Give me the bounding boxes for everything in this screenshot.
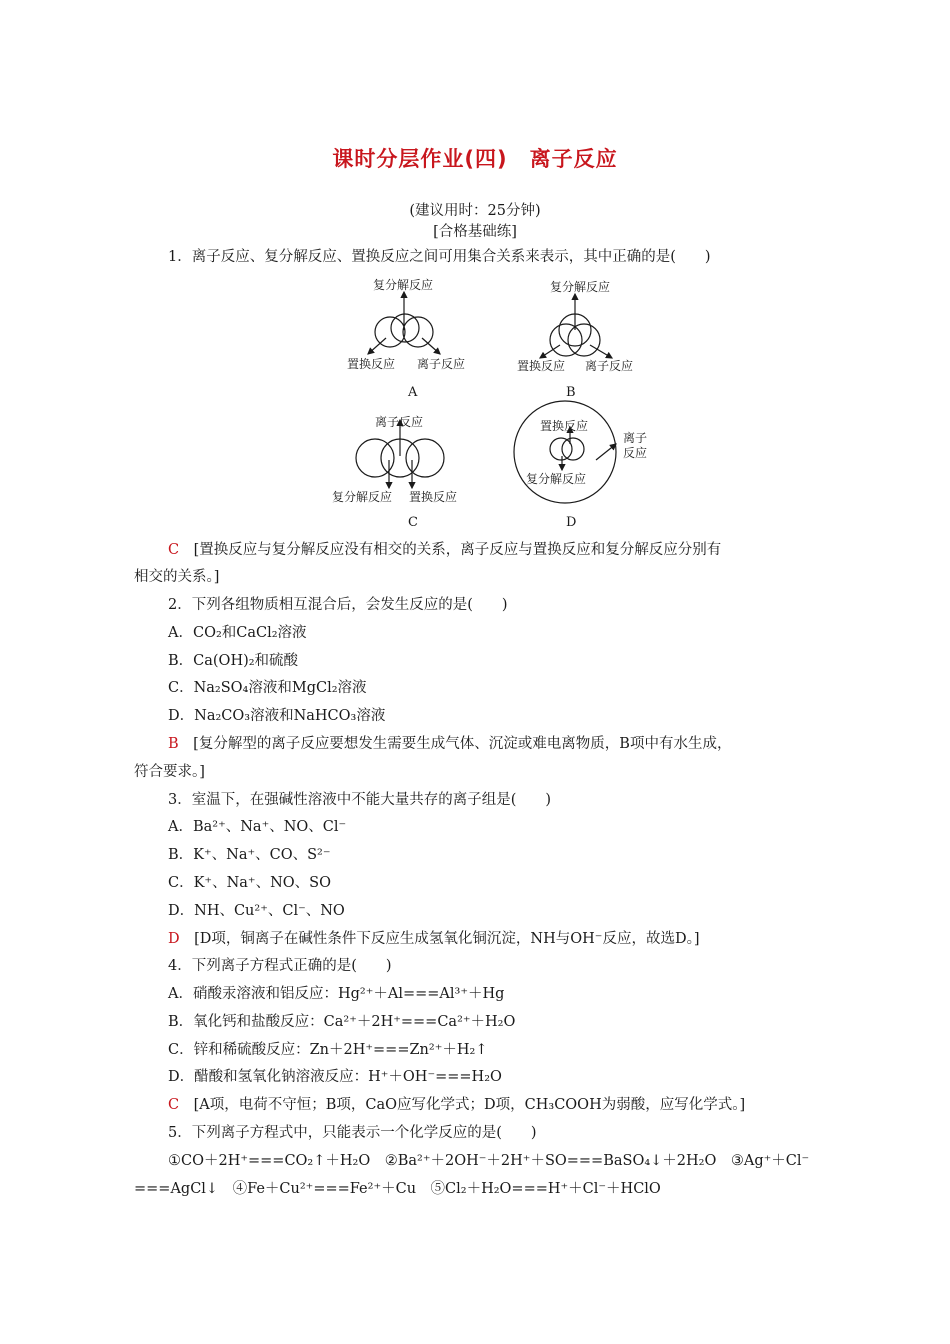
option-a-label: A xyxy=(408,385,418,400)
venn-c-zhihuan-label: 置换反应 xyxy=(409,490,458,504)
option-c-label: C xyxy=(408,515,418,530)
page-title: 课时分层作业(四) 离子反应 xyxy=(332,147,618,171)
question-3-option-b: B．K⁺、Na⁺、CO、S²⁻ xyxy=(168,847,331,863)
question-1-explanation-cont: 相交的关系。] xyxy=(134,569,220,585)
venn-a-fuhe-label: 复分解反应 xyxy=(373,278,434,292)
question-4-explanation: [A项，电荷不守恒；B项，CaO应写化学式；D项，CH₃COOH为弱酸，应写化学式。] xyxy=(193,1097,746,1113)
question-1-explanation: [置换反应与复分解反应没有相交的关系，离子反应与置换反应和复分解反应分别有 xyxy=(193,542,722,558)
question-3-answer: D xyxy=(168,931,180,947)
option-d-label: D xyxy=(566,515,577,530)
venn-a-lizi-label: 离子反应 xyxy=(417,357,466,371)
section-heading: [合格基础练] xyxy=(433,224,517,240)
question-1-answer: C xyxy=(168,542,180,558)
question-2-stem: 2．下列各组物质相互混合后，会发生反应的是( ) xyxy=(168,597,508,613)
question-3-option-c: C．K⁺、Na⁺、NO、SO xyxy=(168,875,331,891)
question-2-option-b: B．Ca(OH)₂和硫酸 xyxy=(168,653,299,669)
venn-diagrams-svg xyxy=(330,270,670,540)
venn-d-lizi-label-line1: 离子 xyxy=(623,431,648,445)
question-5-equations-line1: ①CO＋2H⁺===CO₂↑＋H₂O ②Ba²⁺＋2OH⁻＋2H⁺＋SO===BaSO₄↓＋2H₂O ③Ag⁺＋Cl⁻ xyxy=(168,1153,810,1169)
venn-b-lizi-label: 离子反应 xyxy=(585,359,634,373)
venn-a-circle-left xyxy=(375,317,405,347)
venn-d-zhihuan-label: 置换反应 xyxy=(540,419,589,433)
question-2-explanation: [复分解型的离子反应要想发生需要生成气体、沉淀或难电离物质，B项中有水生成， xyxy=(193,736,732,752)
venn-b-zhihuan-label: 置换反应 xyxy=(517,359,566,373)
venn-d-outer-circle xyxy=(514,401,616,503)
venn-d-circle-right xyxy=(562,438,584,460)
question-2-explanation-cont: 符合要求。] xyxy=(134,764,205,780)
question-4-option-d: D．醋酸和氢氧化钠溶液反应：H⁺＋OH⁻===H₂O xyxy=(168,1069,502,1085)
venn-a-zhihuan-label: 置换反应 xyxy=(347,357,396,371)
question-4-stem: 4．下列离子方程式正确的是( ) xyxy=(168,958,392,974)
question-5-equations-line2: ===AgCl↓ ④Fe＋Cu²⁺===Fe²⁺＋Cu ⑤Cl₂＋H₂O===H⁺＋Cl⁻＋HClO xyxy=(134,1181,661,1197)
question-5-stem: 5．下列离子方程式中，只能表示一个化学反应的是( ) xyxy=(168,1125,537,1141)
question-2-answer: B xyxy=(168,736,179,752)
venn-d-fuhe-label: 复分解反应 xyxy=(526,472,587,486)
question-3-explanation: [D项，铜离子在碱性条件下反应生成氢氧化铜沉淀，NH与OH⁻反应，故选D。] xyxy=(194,931,700,947)
venn-d-circle-left xyxy=(550,438,572,460)
question-4-answer: C xyxy=(168,1097,180,1113)
question-2-option-a: A．CO₂和CaCl₂溶液 xyxy=(168,625,307,641)
question-1-answer-line xyxy=(168,539,868,561)
question-4-option-b: B．氧化钙和盐酸反应：Ca²⁺＋2H⁺===Ca²⁺＋H₂O xyxy=(168,1014,516,1030)
question-1-stem: 1．离子反应、复分解反应、置换反应之间可用集合关系来表示，其中正确的是( ) xyxy=(168,249,711,265)
question-3-answer-line xyxy=(168,928,868,950)
venn-b-circle-right xyxy=(568,324,600,356)
venn-c-lizi-label: 离子反应 xyxy=(375,415,424,429)
venn-b-circle-left xyxy=(550,324,582,356)
venn-d-lizi-label-line2: 反应 xyxy=(623,446,648,460)
question-2-option-d: D．Na₂CO₃溶液和NaHCO₃溶液 xyxy=(168,708,386,724)
question-2-answer-line xyxy=(168,733,868,755)
option-b-label: B xyxy=(566,385,576,400)
venn-b-fuhe-label: 复分解反应 xyxy=(550,280,611,294)
question-4-option-a: A．硝酸汞溶液和铝反应：Hg²⁺＋Al===Al³⁺＋Hg xyxy=(168,986,505,1002)
venn-diagram-options xyxy=(330,270,670,540)
question-3-option-a: A．Ba²⁺、Na⁺、NO、Cl⁻ xyxy=(168,819,347,835)
question-3-option-d: D．NH、Cu²⁺、Cl⁻、NO xyxy=(168,903,345,919)
question-2-option-c: C．Na₂SO₄溶液和MgCl₂溶液 xyxy=(168,680,367,696)
question-4-option-c: C．锌和稀硫酸反应：Zn＋2H⁺===Zn²⁺＋H₂↑ xyxy=(168,1042,488,1058)
venn-c-circle-left xyxy=(356,439,394,477)
venn-c-fuhe-label: 复分解反应 xyxy=(332,490,393,504)
time-hint: (建议用时：25分钟) xyxy=(409,203,541,219)
question-4-answer-line xyxy=(168,1094,868,1116)
question-3-stem: 3．室温下，在强碱性溶液中不能大量共存的离子组是( ) xyxy=(168,792,552,808)
